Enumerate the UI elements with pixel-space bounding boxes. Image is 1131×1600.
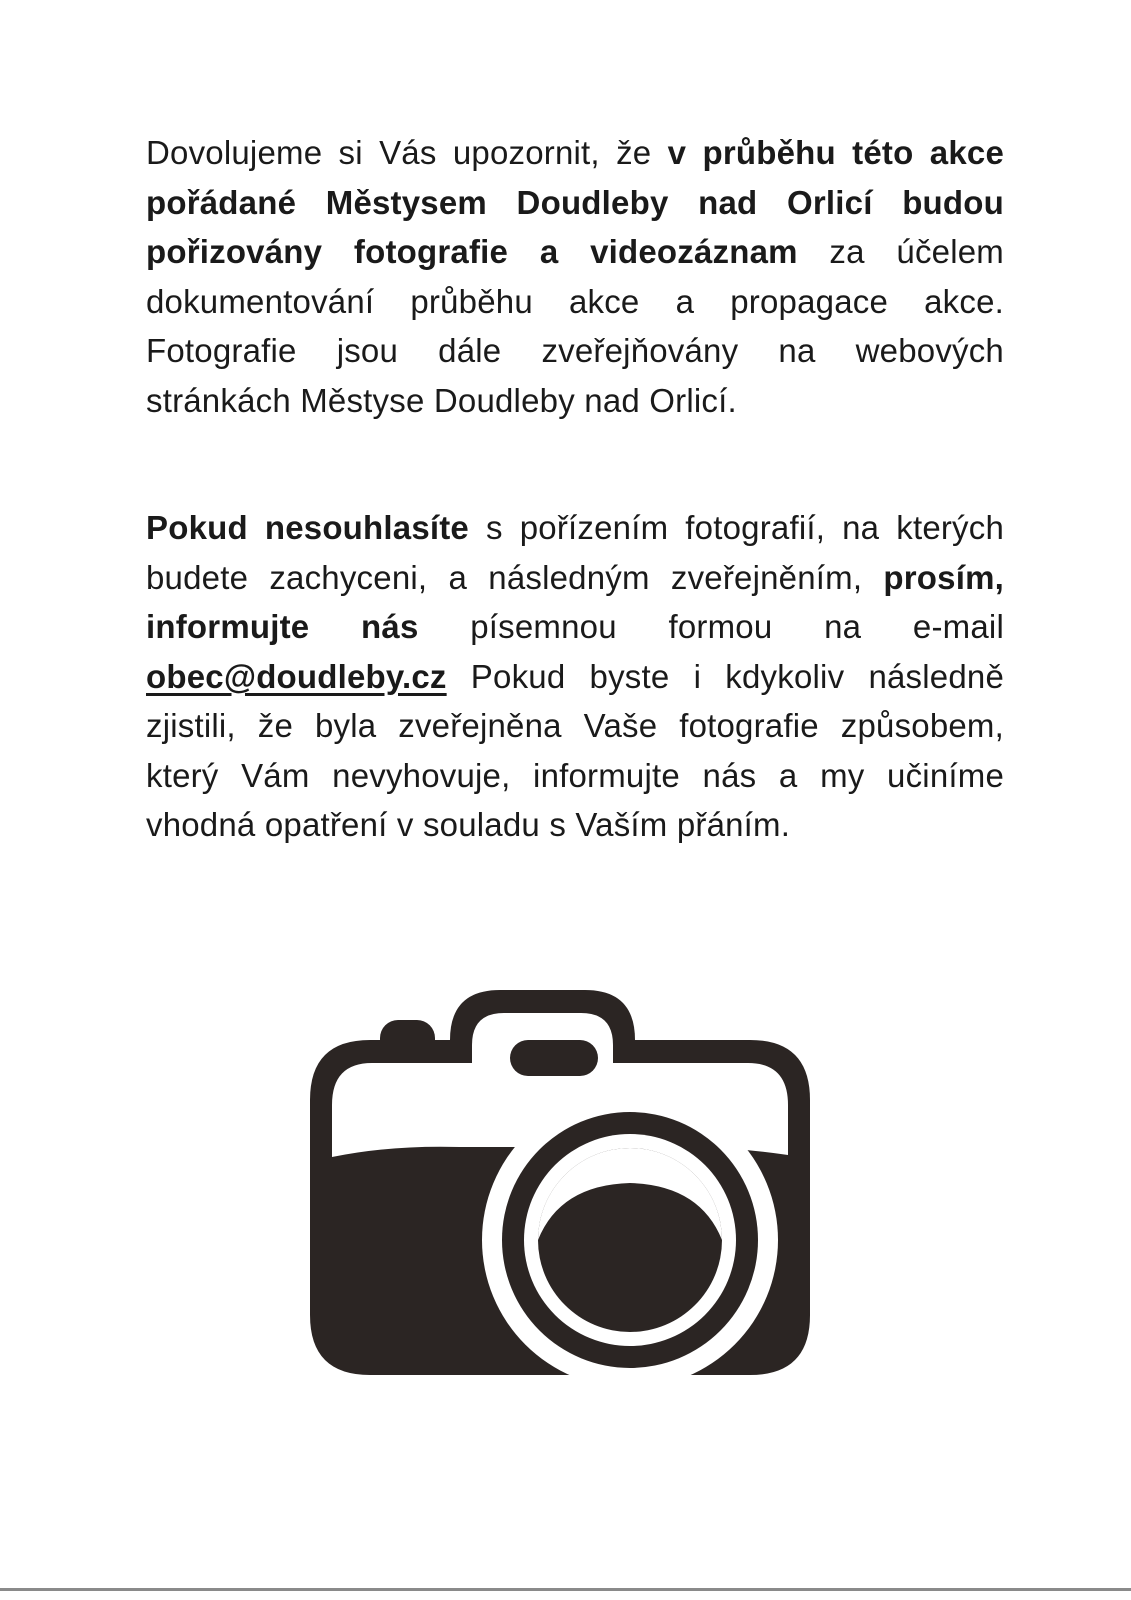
page-bottom-edge — [0, 1588, 1131, 1591]
camera-icon — [300, 985, 820, 1385]
notice-text-intro: Dovolujeme si Vás upozornit, že — [146, 134, 668, 171]
notice-text-bold-event: v průběhu této akce pořádané Městysem Doudleby nad Orlicí budou pořizovány fotografie a videozáznam — [146, 134, 1004, 270]
photo-notice-paragraph — [146, 128, 1004, 425]
consent-text-form: písemnou formou na e-mail — [418, 608, 1004, 645]
consent-text-bold-disagree: Pokud nesouhlasíte — [146, 509, 469, 546]
consent-text-bold-inform: prosím, informujte nás — [146, 558, 1004, 645]
consent-text-closing: Pokud byste i kdykoliv následně zjistili, že byla zveřejněna Vaše fotografie způsobem, který Vám nevyhovuje, informujte nás a my učiníme vhodná opatření v souladu s Vaším přáním. — [146, 657, 1004, 843]
consent-text-photos: s pořízením fotografií, na kterých budete zachyceni, a následným zveřejněním, — [146, 509, 1005, 596]
email-link[interactable]: obec@doudleby.cz — [146, 657, 447, 695]
notice-text-purpose: za účelem dokumentování průběhu akce a propagace akce. Fotografie jsou dále zveřejňovány na webových stránkách Městyse Doudleby nad Orlicí. — [146, 233, 1004, 419]
camera-viewfinder — [510, 1040, 598, 1076]
consent-paragraph — [146, 503, 1004, 850]
